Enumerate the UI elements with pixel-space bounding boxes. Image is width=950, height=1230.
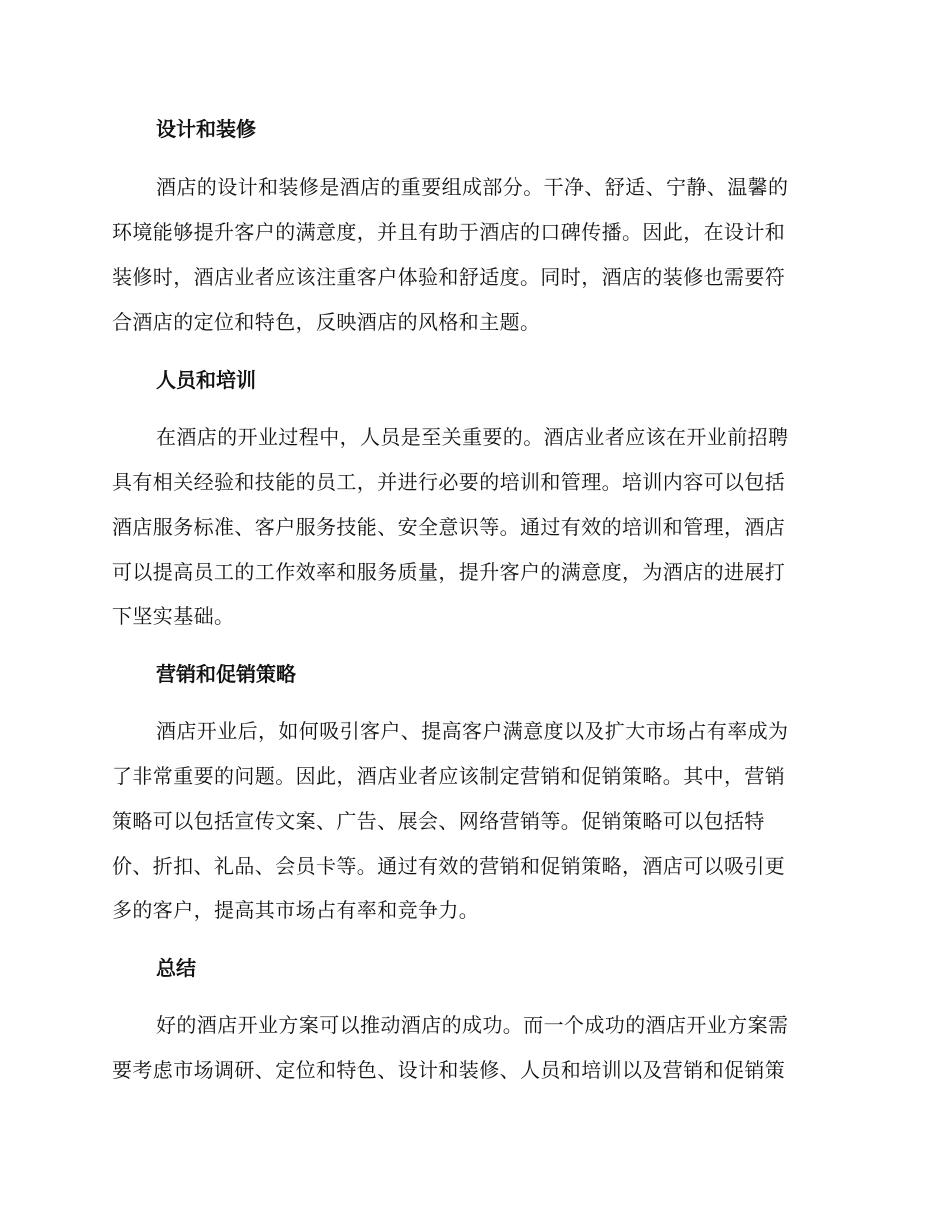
- paragraph-line: 酒店服务标准、客户服务技能、安全意识等。通过有效的培训和管理，酒店: [112, 515, 786, 539]
- section-heading-summary: 总结: [156, 956, 196, 980]
- paragraph-line: 具有相关经验和技能的员工，并进行必要的培训和管理。培训内容可以包括: [112, 470, 786, 494]
- paragraph-line: 环境能够提升客户的满意度，并且有助于酒店的口碑传播。因此，在设计和: [112, 220, 786, 244]
- paragraph-line: 酒店开业后，如何吸引客户、提高客户满意度以及扩大市场占有率成为: [156, 719, 789, 743]
- paragraph-line: 好的酒店开业方案可以推动酒店的成功。而一个成功的酒店开业方案需: [156, 1013, 789, 1037]
- paragraph-line: 多的客户，提高其市场占有率和竞争力。: [112, 898, 480, 922]
- paragraph-line: 合酒店的定位和特色，反映酒店的风格和主题。: [112, 310, 541, 334]
- paragraph-line: 装修时，酒店业者应该注重客户体验和舒适度。同时，酒店的装修也需要符: [112, 265, 786, 289]
- paragraph-line: 可以提高员工的工作效率和服务质量，提升客户的满意度，为酒店的进展打: [112, 560, 786, 584]
- paragraph-line: 策略可以包括宣传文案、广告、展会、网络营销等。促销策略可以包括特: [112, 809, 765, 833]
- paragraph-line: 下坚实基础。: [112, 604, 235, 628]
- paragraph-line: 要考虑市场调研、定位和特色、设计和装修、人员和培训以及营销和促销策: [112, 1058, 786, 1082]
- paragraph-line: 价、折扣、礼品、会员卡等。通过有效的营销和促销策略，酒店可以吸引更: [112, 854, 786, 878]
- paragraph-line: 在酒店的开业过程中，人员是至关重要的。酒店业者应该在开业前招聘: [156, 425, 789, 449]
- paragraph-line: 酒店的设计和装修是酒店的重要组成部分。干净、舒适、宁静、温馨的: [156, 175, 789, 199]
- section-heading-staff: 人员和培训: [156, 368, 256, 392]
- section-heading-marketing: 营销和促销策略: [156, 662, 296, 686]
- paragraph-line: 了非常重要的问题。因此，酒店业者应该制定营销和促销策略。其中，营销: [112, 764, 786, 788]
- section-heading-design: 设计和装修: [156, 117, 256, 141]
